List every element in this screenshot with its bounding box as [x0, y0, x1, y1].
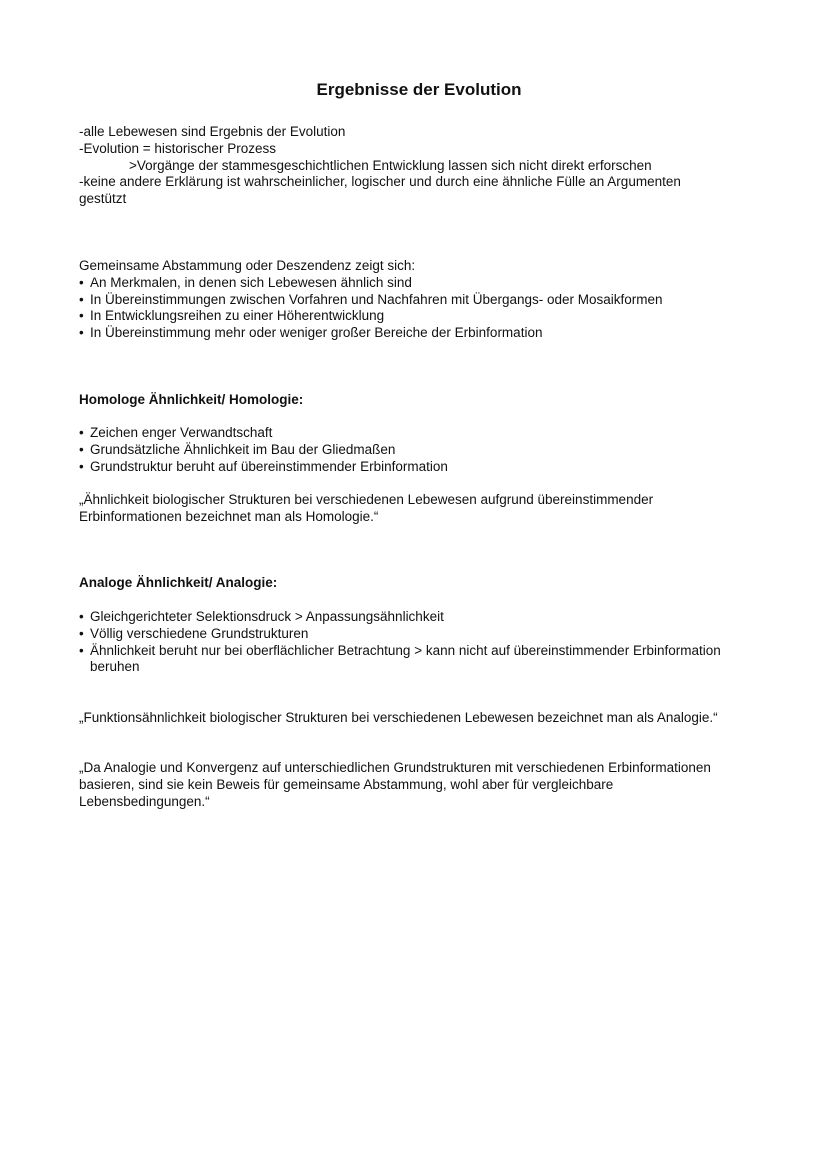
page-title: Ergebnisse der Evolution	[316, 80, 522, 99]
intro-section	[79, 124, 759, 208]
list-item: • An Merkmalen, in denen sich Lebewesen ähnlich sind	[79, 275, 759, 292]
quote-line: Lebensbedingungen.“	[79, 793, 210, 809]
quote-line: „Ähnlichkeit biologischer Strukturen bei verschiedenen Lebewesen aufgrund übereinstimmender	[79, 492, 654, 507]
list-item: • Zeichen enger Verwandtschaft	[79, 425, 759, 442]
quote-line: basieren, sind sie kein Beweis für gemeinsame Abstammung, wohl aber für vergleichbare	[79, 776, 614, 792]
analogy-heading: Analoge Ähnlichkeit/ Analogie:	[79, 575, 278, 590]
homology-list	[79, 425, 759, 475]
analogy-quote	[79, 710, 759, 727]
descent-section	[79, 258, 759, 342]
analogy-list	[79, 609, 759, 676]
list-item: • Ähnlichkeit beruht nur bei oberflächlicher Betrachtung > kann nicht auf übereinstimmender Erbinformation beruhen	[79, 643, 755, 677]
quote-line: Erbinformationen bezeichnet man als Homologie.“	[79, 508, 379, 524]
homology-section	[79, 425, 759, 475]
analogy-section	[79, 609, 759, 676]
list-item: • Grundstruktur beruht auf übereinstimmender Erbinformation	[79, 459, 759, 476]
intro-line: -alle Lebewesen sind Ergebnis der Evolution	[79, 124, 346, 139]
intro-line: -Evolution = historischer Prozess	[79, 140, 276, 156]
quote-line: „Da Analogie und Konvergenz auf unterschiedlichen Grundstrukturen mit verschiedenen Erbinformationen	[79, 760, 711, 775]
intro-line: gestützt	[79, 191, 127, 207]
homology-quote	[79, 492, 759, 526]
list-item: • Völlig verschiedene Grundstrukturen	[79, 626, 759, 643]
convergence-quote	[79, 760, 759, 810]
list-item: • In Entwicklungsreihen zu einer Höherentwicklung	[79, 308, 759, 325]
homology-heading: Homologe Ähnlichkeit/ Homologie:	[79, 392, 304, 407]
list-item: • In Übereinstimmung mehr oder weniger großer Bereiche der Erbinformation	[79, 325, 759, 342]
list-item: • Grundsätzliche Ähnlichkeit im Bau der Gliedmaßen	[79, 442, 759, 459]
descent-lead: Gemeinsame Abstammung oder Deszendenz zeigt sich:	[79, 258, 416, 273]
intro-line-indented: >Vorgänge der stammesgeschichtlichen Entwicklung lassen sich nicht direkt erforschen	[129, 157, 652, 173]
intro-line: -keine andere Erklärung ist wahrscheinlicher, logischer und durch eine ähnliche Fülle an Argumenten	[79, 174, 681, 190]
list-item: • Gleichgerichteter Selektionsdruck > Anpassungsähnlichkeit	[79, 609, 759, 626]
quote-line: „Funktionsähnlichkeit biologischer Strukturen bei verschiedenen Lebewesen bezeichnet man als Analogie.“	[79, 710, 718, 725]
list-item: • In Übereinstimmungen zwischen Vorfahren und Nachfahren mit Übergangs- oder Mosaikformen	[79, 292, 759, 309]
descent-list	[79, 275, 759, 342]
